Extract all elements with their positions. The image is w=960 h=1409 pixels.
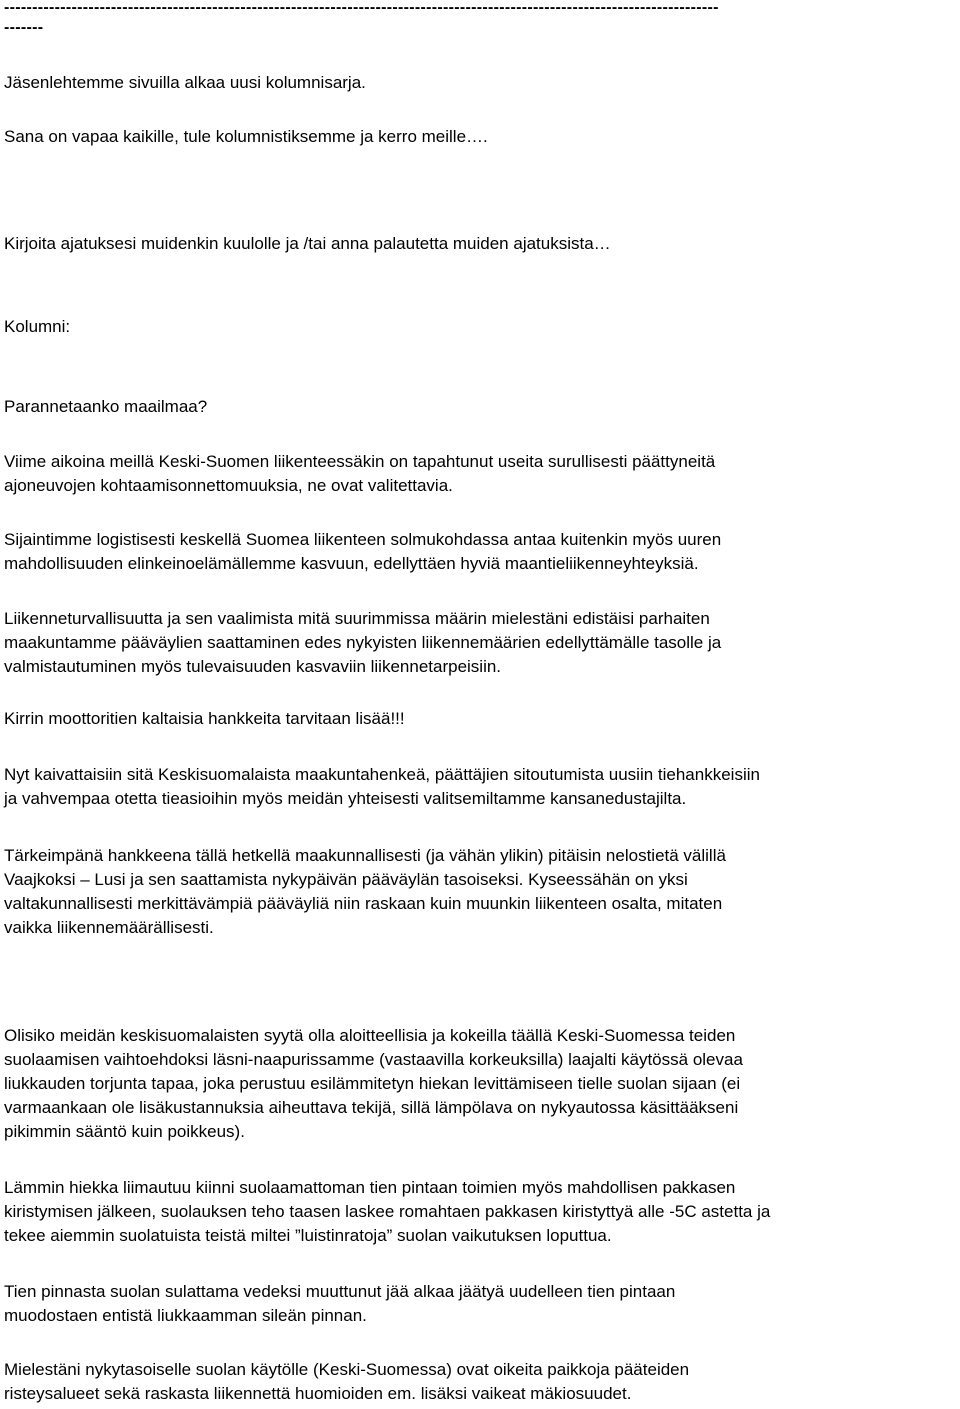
column-paragraph-line: valmistautuminen myös tulevaisuuden kasvaviin liikennetarpeisiin. bbox=[4, 657, 502, 676]
column-title: Parannetaanko maailmaa? bbox=[4, 397, 208, 416]
column-paragraph-line: ja vahvempaa otetta tieasioihin myös meidän yhteisesti valitsemiltamme kansanedustajilta. bbox=[4, 789, 687, 808]
column-paragraph-line: Kirrin moottoritien kaltaisia hankkeita tarvitaan lisää!!! bbox=[4, 709, 405, 728]
column-paragraph-line: suolaamisen vaihtoehdoksi läsni-naapurissamme (vastaavilla korkeuksilla) laajalti käytössä olevaa bbox=[4, 1050, 743, 1069]
column-paragraph-line: tekee aiemmin suolatuista teistä miltei ”luistinratoja” suolan vaikutuksen loputtua. bbox=[4, 1226, 612, 1245]
column-paragraph-line: Lämmin hiekka liimautuu kiinni suolaamattoman tien pintaan toimien myös mahdollisen pakkasen bbox=[4, 1178, 736, 1197]
column-paragraph-line: Viime aikoina meillä Keski-Suomen liikenteessäkin on tapahtunut useita surullisesti päättyneitä bbox=[4, 452, 716, 471]
column-paragraph-line: varmaankaan ole lisäkustannuksia aiheuttava tekijä, sillä lämpölava on nykyautossa käsittääkseni bbox=[4, 1098, 739, 1117]
column-paragraph-line: Sijaintimme logistisesti keskellä Suomea liikenteen solmukohdassa antaa kuitenkin myös uuren bbox=[4, 530, 722, 549]
intro-call-to-write: Kirjoita ajatuksesi muidenkin kuulolle ja /tai anna palautetta muiden ajatuksista… bbox=[4, 234, 611, 253]
separator-line-continued: ------- bbox=[4, 19, 44, 36]
column-paragraph-line: mahdollisuuden elinkeinoelämällemme kasvuun, edellyttäen hyviä maantieliikenneyhteyksiä. bbox=[4, 554, 699, 573]
column-paragraph-line: Mielestäni nykytasoiselle suolan käytölle (Keski-Suomessa) ovat oikeita paikkoja pääteiden bbox=[4, 1360, 690, 1379]
column-paragraph-line: ajoneuvojen kohtaamisonnettomuuksia, ne ovat valitettavia. bbox=[4, 476, 453, 495]
intro-announcement: Jäsenlehtemme sivuilla alkaa uusi kolumnisarja. bbox=[4, 73, 366, 92]
intro-invitation: Sana on vapaa kaikille, tule kolumnistiksemme ja kerro meille…. bbox=[4, 127, 488, 146]
separator-line: ------------------------------------------------------------------------------------------------------------------------------- bbox=[4, 0, 719, 16]
column-paragraph-line: Tärkeimpänä hankkeena tällä hetkellä maakunnallisesti (ja vähän ylikin) pitäisin nelostietä välillä bbox=[4, 846, 726, 865]
column-paragraph-line: pikimmin sääntö kuin poikkeus). bbox=[4, 1122, 245, 1141]
column-paragraph-line: vaikka liikennemäärällisesti. bbox=[4, 918, 214, 937]
column-paragraph-line: Nyt kaivattaisiin sitä Keskisuomalaista maakuntahenkeä, päättäjien sitoutumista uusiin tiehankkeisiin bbox=[4, 765, 760, 784]
column-paragraph-line: kiristymisen jälkeen, suolauksen teho taasen laskee romahtaen pakkasen kiristyttyä alle -5C astetta ja bbox=[4, 1202, 771, 1221]
column-paragraph-line: Tien pinnasta suolan sulattama vedeksi muuttunut jää alkaa jäätyä uudelleen tien pintaan bbox=[4, 1282, 676, 1301]
column-paragraph-line: valtakunnallisesti merkittävämpiä pääväyliä niin raskaan kuin muunkin liikenteen osalta, mitaten bbox=[4, 894, 723, 913]
column-paragraph-line: muodostaen entistä liukkaamman sileän pinnan. bbox=[4, 1306, 367, 1325]
column-paragraph-line: liukkauden torjunta tapaa, joka perustuu esilämmitetyn hiekan levittämiseen tielle suolan sijaan (ei bbox=[4, 1074, 741, 1093]
column-paragraph-line: risteysalueet sekä raskasta liikennettä huomioiden em. lisäksi vaikeat mäkiosuudet. bbox=[4, 1384, 632, 1403]
column-paragraph-line: Liikenneturvallisuutta ja sen vaalimista mitä suurimmissa määrin mielestäni edistäisi parhaiten bbox=[4, 609, 710, 628]
column-label: Kolumni: bbox=[4, 317, 71, 336]
column-paragraph-line: Vaajkoksi – Lusi ja sen saattamista nykypäivän pääväylän tasoiseksi. Kyseessähän on yksi bbox=[4, 870, 688, 889]
column-paragraph-line: Olisiko meidän keskisuomalaisten syytä olla aloitteellisia ja kokeilla täällä Keski-Suomessa teiden bbox=[4, 1026, 736, 1045]
column-paragraph-line: maakuntamme pääväylien saattaminen edes nykyisten liikennemäärien edellyttämälle tasolle ja bbox=[4, 633, 722, 652]
